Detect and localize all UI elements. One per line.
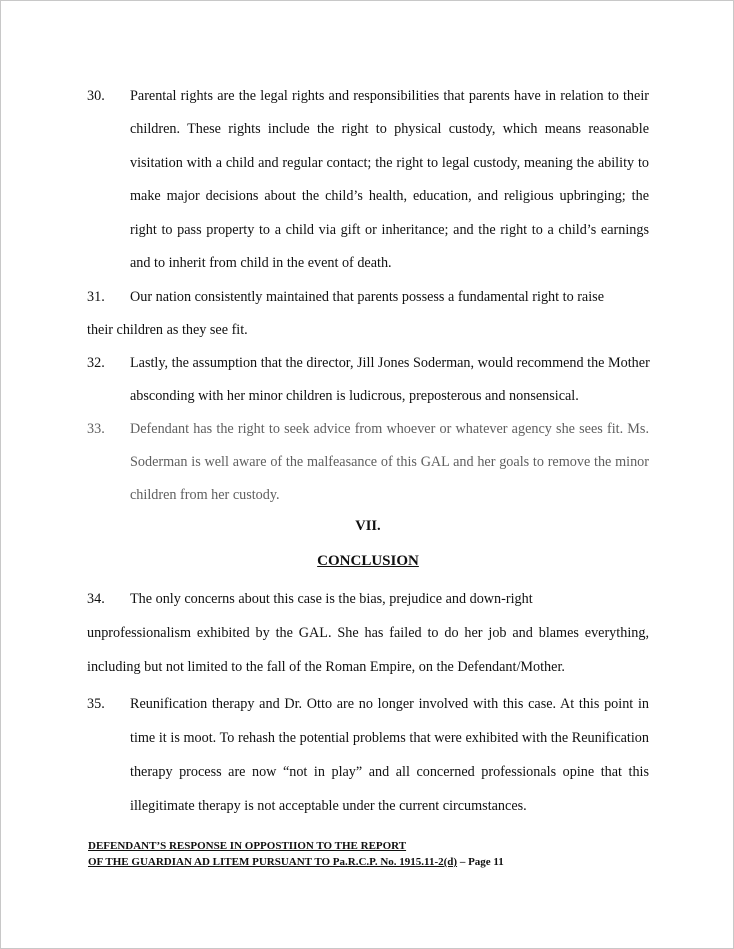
paragraph-line: including but not limited to the fall of the Roman Empire, on the Defendant/Mother. <box>87 659 565 675</box>
paragraph-line: unprofessionalism exhibited by the GAL. She has failed to do her job and blames everything, <box>87 625 649 641</box>
paragraph-line: Defendant has the right to seek advice from whoever or whatever agency she sees fit. Ms. <box>130 421 649 437</box>
section-numeral: VII. <box>355 518 381 534</box>
paragraph-number: 30. <box>87 88 105 104</box>
paragraph-line: and to inherit from child in the event of death. <box>130 255 392 271</box>
paragraph-line: illegitimate therapy is not acceptable under the current circumstances. <box>130 798 527 814</box>
paragraph-number: 34. <box>87 591 105 607</box>
paragraph-line: Parental rights are the legal rights and responsibilities that parents have in relation to their <box>130 88 649 104</box>
footer-page-number: – Page 11 <box>457 856 504 868</box>
paragraph-line: children. These rights include the right to physical custody, which means reasonable <box>130 121 649 137</box>
paragraph-line: Our nation consistently maintained that parents possess a fundamental right to raise <box>130 289 604 305</box>
paragraph-line: absconding with her minor children is ludicrous, preposterous and nonsensical. <box>130 388 579 404</box>
paragraph-line: Reunification therapy and Dr. Otto are no longer involved with this case. At this point in <box>130 696 649 712</box>
footer-caption-title: OF THE GUARDIAN AD LITEM PURSUANT TO Pa.R.C.P. No. 1915.11-2(d) <box>88 856 458 868</box>
paragraph-line: The only concerns about this case is the bias, prejudice and down-right <box>130 591 533 607</box>
paragraph-number: 32. <box>87 355 105 371</box>
paragraph-line: make major decisions about the child’s health, education, and religious upbringing; the <box>130 188 649 204</box>
paragraph-number: 35. <box>87 696 105 712</box>
footer-caption-line2 <box>88 856 504 868</box>
paragraph-line: therapy process are now “not in play” and all concerned professionals opine that this <box>130 764 649 780</box>
paragraph-number: 31. <box>87 289 105 305</box>
paragraph-line: Soderman is well aware of the malfeasance of this GAL and her goals to remove the minor <box>130 454 649 470</box>
paragraph-number: 33. <box>87 421 105 437</box>
paragraph-line: right to pass property to a child via gift or inheritance; and the right to a child’s earnings <box>130 222 649 238</box>
paragraph-line: their children as they see fit. <box>87 322 248 338</box>
section-title-wrapper <box>1 553 734 570</box>
footer-caption-line1: DEFENDANT’S RESPONSE IN OPPOSTIION TO THE REPORT <box>88 840 407 852</box>
paragraph-line: Lastly, the assumption that the director, Jill Jones Soderman, would recommend the Mother <box>130 355 650 371</box>
paragraph-line: visitation with a child and regular contact; the right to legal custody, meaning the ability to <box>130 155 649 171</box>
paragraph-line: time it is moot. To rehash the potential problems that were exhibited with the Reunification <box>130 730 649 746</box>
paragraph-line: children from her custody. <box>130 487 280 503</box>
section-title: CONCLUSION <box>317 553 419 569</box>
